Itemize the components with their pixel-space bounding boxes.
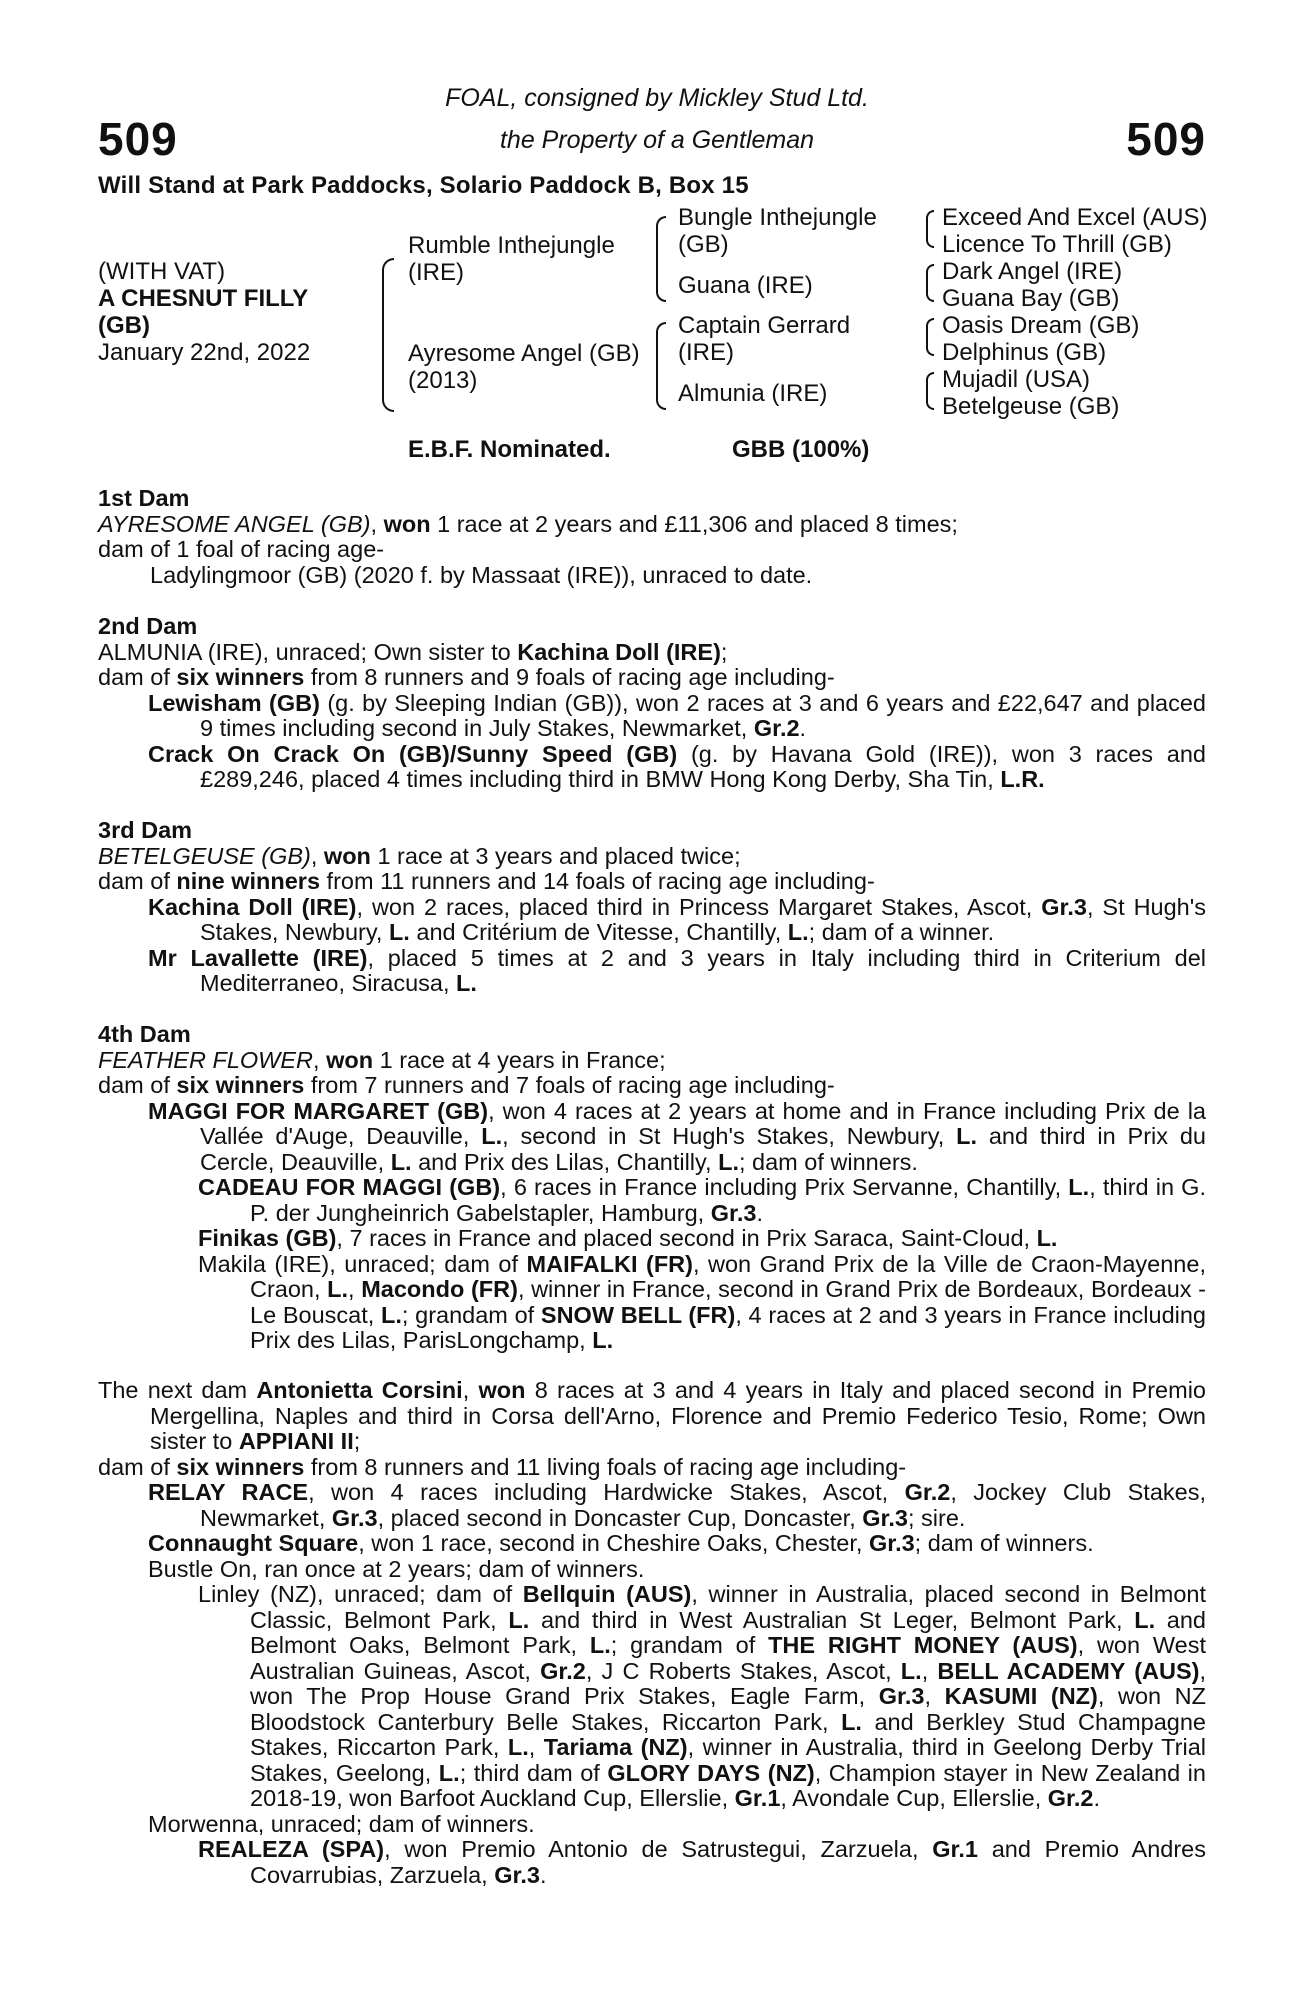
sire-dam: Guana (IRE) (678, 272, 813, 299)
third-dam-record: BETELGEUSE (GB), won 1 race at 3 years and placed twice; (98, 842, 741, 869)
dam: Ayresome Angel (GB) (2013) (408, 340, 640, 394)
consignor-line: FOAL, consigned by Mickley Stud Ltd. (445, 84, 869, 112)
vat-note: (WITH VAT) (98, 258, 226, 285)
produce-entry: Makila (IRE), unraced; dam of MAIFALKI (FR), won Grand Prix de la Ville de Craon-Mayenne, Craon, L., Macondo (FR), winner in France, second in Grand Prix de Bordeaux, Bordeaux - Le Bouscat, L.; grandam of SNOW BELL (FR), 4 races at 2 and 3 years in France including Prix des Lilas, ParisLongchamp, L. (198, 1250, 1207, 1353)
sire-sire-dam: Licence To Thrill (GB) (942, 231, 1172, 258)
fourth-dam-produce-line: dam of six winners from 7 runners and 7 foals of racing age including- (98, 1072, 835, 1098)
property-line: the Property of a Gentleman (499, 126, 815, 154)
pedigree-brace-ss (926, 210, 934, 248)
sire-sire-sire: Exceed And Excel (AUS) (942, 204, 1208, 231)
produce-entry: Ladylingmoor (GB) (2020 f. by Massaat (IRE)), unraced to date. (150, 561, 813, 588)
dam-dam-sire: Mujadil (USA) (942, 366, 1091, 393)
dam-sire-dam: Delphinus (GB) (942, 339, 1107, 366)
next-dam-record: The next dam Antonietta Corsini, won 8 races at 3 and 4 years in Italy and placed second in Premio Mergellina, Naples and third in Corsa dell'Arno, Florence and Premio Federico Tesio, Rome; Own sister to APPIANI II; (98, 1377, 1206, 1454)
second-dam-section (98, 614, 1206, 793)
second-dam-record: ALMUNIA (IRE), unraced; Own sister to Kachina Doll (IRE); (98, 638, 728, 665)
pedigree-brace-sire (656, 216, 666, 302)
section-title: 2nd Dam (98, 613, 198, 639)
produce-entry: Kachina Doll (IRE), won 2 races, placed third in Princess Margaret Stakes, Ascot, Gr.3, St Hugh's Stakes, Newbury, L. and Critérium de Vitesse, Chantilly, L.; dam of a winner. (148, 893, 1206, 945)
dam-sire: Captain Gerrard (IRE) (678, 312, 851, 366)
fourth-dam-section (98, 1022, 1206, 1354)
section-title: 1st Dam (98, 485, 190, 511)
produce-entry: Linley (NZ), unraced; dam of Bellquin (AUS), winner in Australia, placed second in Belmont Classic, Belmont Park, L. and third in West Australian St Leger, Belmont Park, L. and Belmont Oaks, Belmont Park, L.; grandam of THE RIGHT MONEY (AUS), won West Australian Guineas, Ascot, Gr.2, J C Roberts Stakes, Ascot, L., BELL ACADEMY (AUS), won The Prop House Grand Prix Stakes, Eagle Farm, Gr.3, KASUMI (NZ), won NZ Bloodstock Canterbury Belle Stakes, Riccarton Park, L. and Berkley Stud Champagne Stakes, Riccarton Park, L., Tariama (NZ), winner in Australia, third in Geelong Derby Trial Stakes, Geelong, L.; third dam of GLORY DAYS (NZ), Champion stayer in New Zealand in 2018-19, won Barfoot Auckland Cup, Ellerslie, Gr.1, Avondale Cup, Ellerslie, Gr.2. (198, 1581, 1207, 1811)
produce-entry: Crack On Crack On (GB)/Sunny Speed (GB) (g. by Havana Gold (IRE)), won 3 races and £289,246, placed 4 times including third in BMW Hong Kong Derby, Sha Tin, L.R. (148, 740, 1206, 792)
section-title: 3rd Dam (98, 817, 193, 843)
first-dam-record: AYRESOME ANGEL (GB), won 1 race at 2 years and £11,306 and placed 8 times; (98, 510, 958, 537)
section-title: 4th Dam (98, 1021, 191, 1047)
first-dam-produce-line: dam of 1 foal of racing age- (98, 536, 385, 562)
sire-dam-dam: Guana Bay (GB) (942, 285, 1120, 312)
subject-description: A CHESNUT FILLY (98, 285, 309, 312)
second-dam-produce-line: dam of six winners from 8 runners and 9 foals of racing age including- (98, 664, 835, 690)
pedigree-brace-sd (926, 264, 934, 302)
date-of-birth: January 22nd, 2022 (98, 339, 311, 366)
produce-entry: Finikas (GB), 7 races in France and placed second in Prix Saraca, Saint-Cloud, L. (198, 1225, 1058, 1251)
first-dam-section (98, 486, 1206, 588)
produce-entry: REALEZA (SPA), won Premio Antonio de Satrustegui, Zarzuela, Gr.1 and Premio Andres Covarrubias, Zarzuela, Gr.3. (198, 1836, 1206, 1888)
produce-entry: Lewisham (GB) (g. by Sleeping Indian (GB)), won 2 races at 3 and 6 years and £22,647 and placed 9 times including second in July Stakes, Newmarket, Gr.2. (148, 689, 1206, 741)
dam-dam: Almunia (IRE) (678, 380, 828, 407)
sire-sire: Bungle Inthejungle (GB) (678, 204, 877, 258)
produce-entry: Bustle On, ran once at 2 years; dam of winners. (148, 1555, 645, 1582)
next-dam-produce-line: dam of six winners from 8 runners and 11 living foals of racing age including- (98, 1453, 907, 1480)
next-dam-section (98, 1378, 1206, 1888)
subject-country: (GB) (98, 312, 150, 339)
lot-number-left: 509 (98, 113, 178, 165)
pedigree-brace-ds (926, 318, 934, 356)
subject-block (98, 258, 310, 366)
produce-entry: Morwenna, unraced; dam of winners. (148, 1810, 535, 1837)
ebf-nomination: E.B.F. Nominated. (408, 436, 611, 463)
lot-number-right: 509 (1126, 113, 1206, 165)
stand-location: Will Stand at Park Paddocks, Solario Paddock B, Box 15 (98, 172, 749, 199)
produce-entry: Connaught Square, won 1 race, second in Cheshire Oaks, Chester, Gr.3; dam of winners. (148, 1530, 1094, 1556)
dam-dam-dam: Betelgeuse (GB) (942, 393, 1120, 420)
produce-entry: CADEAU FOR MAGGI (GB), 6 races in France including Prix Servanne, Chantilly, L., third in G. P. der Jungheinrich Gabelstapler, Hamburg, Gr.3. (198, 1174, 1206, 1226)
fourth-dam-record: FEATHER FLOWER, won 1 race at 4 years in France; (98, 1046, 666, 1073)
produce-entry: Mr Lavallette (IRE), placed 5 times at 2 and 3 years in Italy including third in Criterium del Mediterraneo, Siracusa, L. (148, 944, 1206, 996)
gbb-status: GBB (100%) (732, 436, 870, 463)
dam-sire-sire: Oasis Dream (GB) (942, 312, 1140, 339)
sire-dam-sire: Dark Angel (IRE) (942, 258, 1123, 285)
pedigree-brace-main (382, 258, 394, 412)
produce-entry: MAGGI FOR MARGARET (GB), won 4 races at 2 years at home and in France including Prix de la Vallée d'Auge, Deauville, L., second in St Hugh's Stakes, Newbury, L. and third in Prix du Cercle, Deauville, L. and Prix des Lilas, Chantilly, L.; dam of winners. (148, 1097, 1206, 1175)
produce-entry: RELAY RACE, won 4 races including Hardwicke Stakes, Ascot, Gr.2, Jockey Club Stakes, Newmarket, Gr.3, placed second in Doncaster Cup, Doncaster, Gr.3; sire. (148, 1479, 1206, 1531)
third-dam-produce-line: dam of nine winners from 11 runners and 14 foals of racing age including- (98, 868, 875, 894)
third-dam-section (98, 818, 1206, 997)
sire: Rumble Inthejungle (IRE) (408, 232, 615, 286)
pedigree-brace-dam (656, 322, 666, 410)
pedigree-brace-dd (926, 372, 934, 410)
